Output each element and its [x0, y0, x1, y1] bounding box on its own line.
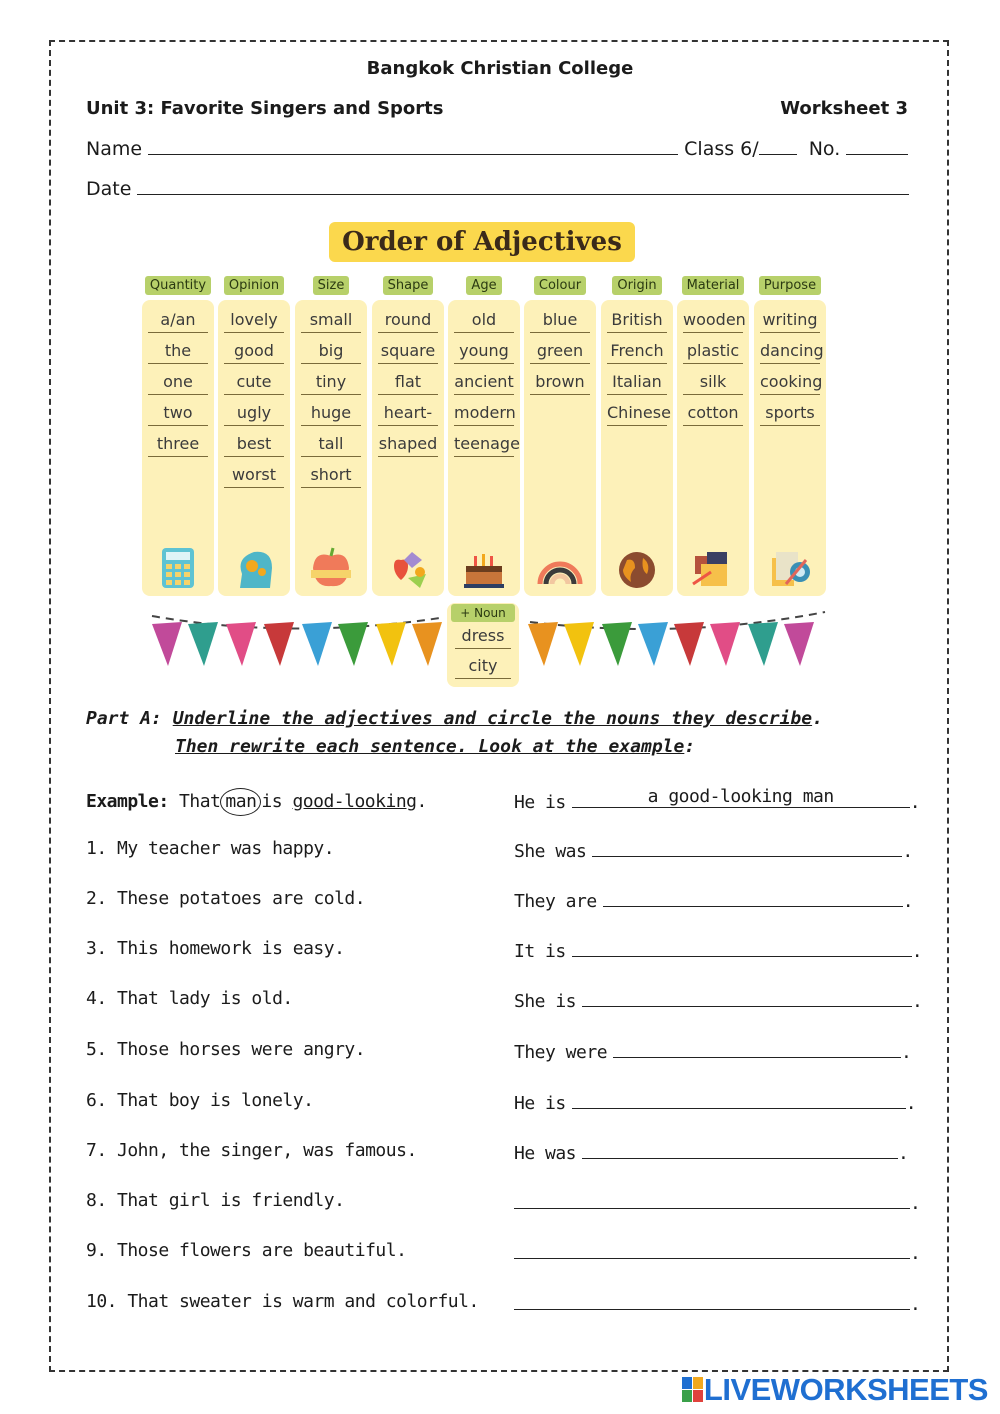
adjective-word: flat	[378, 370, 438, 395]
adjective-word: plastic	[683, 339, 743, 364]
adjective-word: worst	[224, 463, 284, 488]
noun-word: dress	[455, 624, 511, 649]
column-header: Opinion	[224, 276, 284, 295]
answer-prefix: It is	[514, 941, 566, 962]
adjective-word: ancient	[454, 370, 514, 395]
adjective-word: Italian	[607, 370, 667, 395]
column-body	[142, 300, 214, 596]
column-body	[524, 300, 596, 596]
answer-punct: .	[910, 1294, 921, 1315]
answer-row	[514, 988, 922, 1012]
class-label: Class 6/	[684, 138, 759, 160]
column-age	[448, 276, 520, 453]
adjective-word: old	[454, 308, 514, 333]
column-header: Purpose	[759, 276, 821, 295]
bunting-flag	[638, 622, 668, 666]
answer-prefix: They are	[514, 891, 597, 912]
exercise-sentence: 2. These potatoes are cold.	[86, 888, 366, 909]
answer-line[interactable]	[592, 838, 902, 857]
column-header: Material	[682, 276, 745, 295]
column-header: Size	[313, 276, 350, 295]
example-sentence	[86, 788, 427, 816]
unit-title: Unit 3: Favorite Singers and Sports	[86, 98, 444, 119]
adjective-word: two	[148, 401, 208, 426]
adjective-word: British	[607, 308, 667, 333]
answer-line[interactable]	[572, 938, 912, 957]
example-answer-line	[572, 786, 910, 808]
bunting-flag	[412, 622, 442, 666]
worksheet-number: Worksheet 3	[780, 98, 908, 119]
date-label: Date	[86, 178, 132, 200]
answer-prefix: She is	[514, 991, 577, 1012]
answer-punct: .	[912, 991, 923, 1012]
bunting-flag	[152, 622, 182, 666]
liveworksheets-logo	[682, 1372, 988, 1408]
example-label: Example:	[86, 791, 169, 812]
column-size	[295, 276, 367, 484]
adjective-word: small	[301, 308, 361, 333]
bunting-flag	[376, 622, 406, 666]
bunting-flag	[226, 622, 256, 666]
exercise-sentence: 10. That sweater is warm and colorful.	[86, 1291, 479, 1312]
instruction-punct: .	[812, 708, 823, 729]
underlined-adjective: good-looking	[292, 791, 417, 812]
adjective-word: cute	[224, 370, 284, 395]
answer-line[interactable]	[613, 1039, 901, 1058]
rainbow-icon	[536, 544, 584, 592]
adjective-word: cotton	[683, 401, 743, 426]
answer-punct: .	[911, 941, 923, 962]
adjective-word: modern	[454, 401, 514, 426]
answer-row	[514, 1240, 920, 1264]
adjective-word: silk	[683, 370, 743, 395]
bunting-flag	[710, 622, 740, 666]
adjective-word: three	[148, 432, 208, 457]
answer-punct: .	[901, 1042, 912, 1063]
adjective-word: round	[378, 308, 438, 333]
answer-line[interactable]	[572, 1090, 906, 1109]
bunting-flag	[674, 622, 704, 666]
answer-punct: .	[910, 1193, 921, 1214]
answer-punct: .	[910, 1243, 921, 1264]
exercise-sentence: 3. This homework is easy.	[86, 938, 345, 959]
column-header: Shape	[383, 276, 434, 295]
answer-row	[514, 888, 913, 912]
column-body	[754, 300, 826, 596]
answer-line[interactable]	[582, 1140, 898, 1159]
answer-row	[514, 838, 913, 862]
adjective-word: sports	[760, 401, 820, 426]
answer-line[interactable]	[514, 1190, 910, 1209]
adjective-word: best	[224, 432, 284, 457]
answer-prefix: He is	[514, 792, 566, 813]
bunting-flag	[602, 622, 632, 666]
date-row	[86, 178, 909, 200]
answer-punct: .	[898, 1143, 909, 1164]
exercise-sentence: 4. That lady is old.	[86, 988, 293, 1009]
column-body	[448, 300, 520, 596]
exercise-sentence: 6. That boy is lonely.	[86, 1090, 314, 1111]
part-a-instruction-line2	[175, 736, 695, 757]
adjective-word: shaped	[378, 432, 438, 457]
adjective-word: huge	[301, 401, 361, 426]
answer-line[interactable]	[514, 1291, 910, 1310]
exercise-sentence: 8. That girl is friendly.	[86, 1190, 345, 1211]
adjective-word: wooden	[683, 308, 743, 333]
adjective-word: blue	[530, 308, 590, 333]
no-label: No.	[808, 138, 841, 160]
answer-row	[514, 1140, 908, 1164]
column-colour	[524, 276, 596, 391]
answer-punct: .	[905, 1093, 917, 1114]
answer-row	[514, 938, 922, 962]
adjective-word: brown	[530, 370, 590, 395]
column-origin	[601, 276, 673, 422]
adjective-word: dancing	[760, 339, 820, 364]
answer-row	[514, 1090, 916, 1114]
circled-noun: man	[220, 788, 261, 816]
no-field[interactable]	[846, 138, 908, 155]
adjective-word: heart-	[378, 401, 438, 426]
example-word: is	[261, 791, 283, 812]
column-opinion	[218, 276, 290, 484]
exercise-sentence: 5. Those horses were angry.	[86, 1039, 366, 1060]
answer-punct: .	[902, 841, 913, 862]
column-header: Quantity	[145, 276, 211, 295]
example-word: That	[179, 791, 221, 812]
part-a-label: Part A:	[86, 708, 162, 729]
column-body	[601, 300, 673, 596]
column-purpose	[754, 276, 826, 422]
example-answer-text: a good-looking man	[647, 786, 834, 807]
live-logo-icon	[682, 1377, 704, 1403]
bunting-flag	[564, 622, 594, 666]
adjective-word: French	[607, 339, 667, 364]
answer-line[interactable]	[514, 1240, 910, 1259]
column-body	[218, 300, 290, 596]
exercise-sentence: 1. My teacher was happy.	[86, 838, 335, 859]
chart-title: Order of Adjectives	[329, 222, 635, 262]
cake-icon	[460, 544, 508, 592]
school-name: Bangkok Christian College	[366, 58, 634, 79]
bunting-flag	[528, 622, 558, 666]
calculator-icon	[154, 544, 202, 592]
column-shape	[372, 276, 444, 453]
bunting-flag	[188, 622, 218, 666]
adjective-word: young	[454, 339, 514, 364]
adjective-word: short	[301, 463, 361, 488]
answer-row	[514, 1039, 911, 1063]
bunting-flag	[302, 622, 332, 666]
adjective-word: one	[148, 370, 208, 395]
column-body	[677, 300, 749, 596]
adjective-word: green	[530, 339, 590, 364]
noun-header: + Noun	[451, 604, 515, 622]
adjective-word: writing	[760, 308, 820, 333]
adjective-word: good	[224, 339, 284, 364]
answer-prefix: She was	[514, 841, 587, 862]
date-field[interactable]	[137, 178, 909, 195]
answer-punct: .	[902, 891, 914, 912]
adjective-word: tall	[301, 432, 361, 457]
answer-row	[514, 1190, 920, 1214]
bunting-flag	[264, 622, 294, 666]
adjective-word: square	[378, 339, 438, 364]
name-row	[86, 138, 908, 160]
exercise-sentence: 7. John, the singer, was famous.	[86, 1140, 417, 1161]
answer-prefix: They were	[514, 1042, 608, 1063]
adjective-word: the	[148, 339, 208, 364]
head-gears-icon	[230, 544, 278, 592]
brand-text: LIVEWORKSHEETS	[703, 1372, 988, 1407]
shapes-icon	[384, 544, 432, 592]
exercise-sentence: 9. Those flowers are beautiful.	[86, 1240, 407, 1261]
adjective-word: teenage	[454, 432, 514, 457]
answer-punct: .	[909, 792, 921, 813]
answer-line[interactable]	[603, 888, 903, 907]
column-header: Age	[466, 276, 501, 295]
adjective-word: tiny	[301, 370, 361, 395]
adjective-word: cooking	[760, 370, 820, 395]
part-a-instruction-line1	[86, 708, 823, 729]
instruction-punct: :	[684, 736, 696, 757]
example-answer	[514, 786, 921, 813]
column-header: Origin	[612, 276, 661, 295]
column-material	[677, 276, 749, 422]
bunting-flag	[748, 622, 778, 666]
adjective-word: lovely	[224, 308, 284, 333]
adjective-word: big	[301, 339, 361, 364]
instruction-text: Underline the adjectives and circle the nouns they describe	[172, 708, 813, 729]
answer-prefix: He is	[514, 1093, 566, 1114]
target-icon	[766, 544, 814, 592]
materials-icon	[689, 544, 737, 592]
adjective-word: ugly	[224, 401, 284, 426]
bunting-flag	[338, 622, 368, 666]
name-label: Name	[86, 138, 143, 160]
instruction-text: Then rewrite each sentence. Look at the example	[175, 736, 685, 757]
answer-line[interactable]	[582, 988, 912, 1007]
adjective-word: a/an	[148, 308, 208, 333]
adjective-word: Chinese	[607, 401, 667, 426]
name-field[interactable]	[148, 138, 678, 155]
noun-word: city	[455, 654, 511, 679]
globe-icon	[613, 544, 661, 592]
class-field[interactable]	[759, 138, 797, 155]
apple-tape-icon	[307, 544, 355, 592]
column-quantity	[142, 276, 214, 453]
column-header: Colour	[534, 276, 586, 295]
bunting-flag	[784, 622, 814, 666]
column-body	[295, 300, 367, 596]
column-body	[372, 300, 444, 596]
answer-prefix: He was	[514, 1143, 577, 1164]
example-punct: .	[416, 791, 427, 812]
answer-row	[514, 1291, 920, 1315]
